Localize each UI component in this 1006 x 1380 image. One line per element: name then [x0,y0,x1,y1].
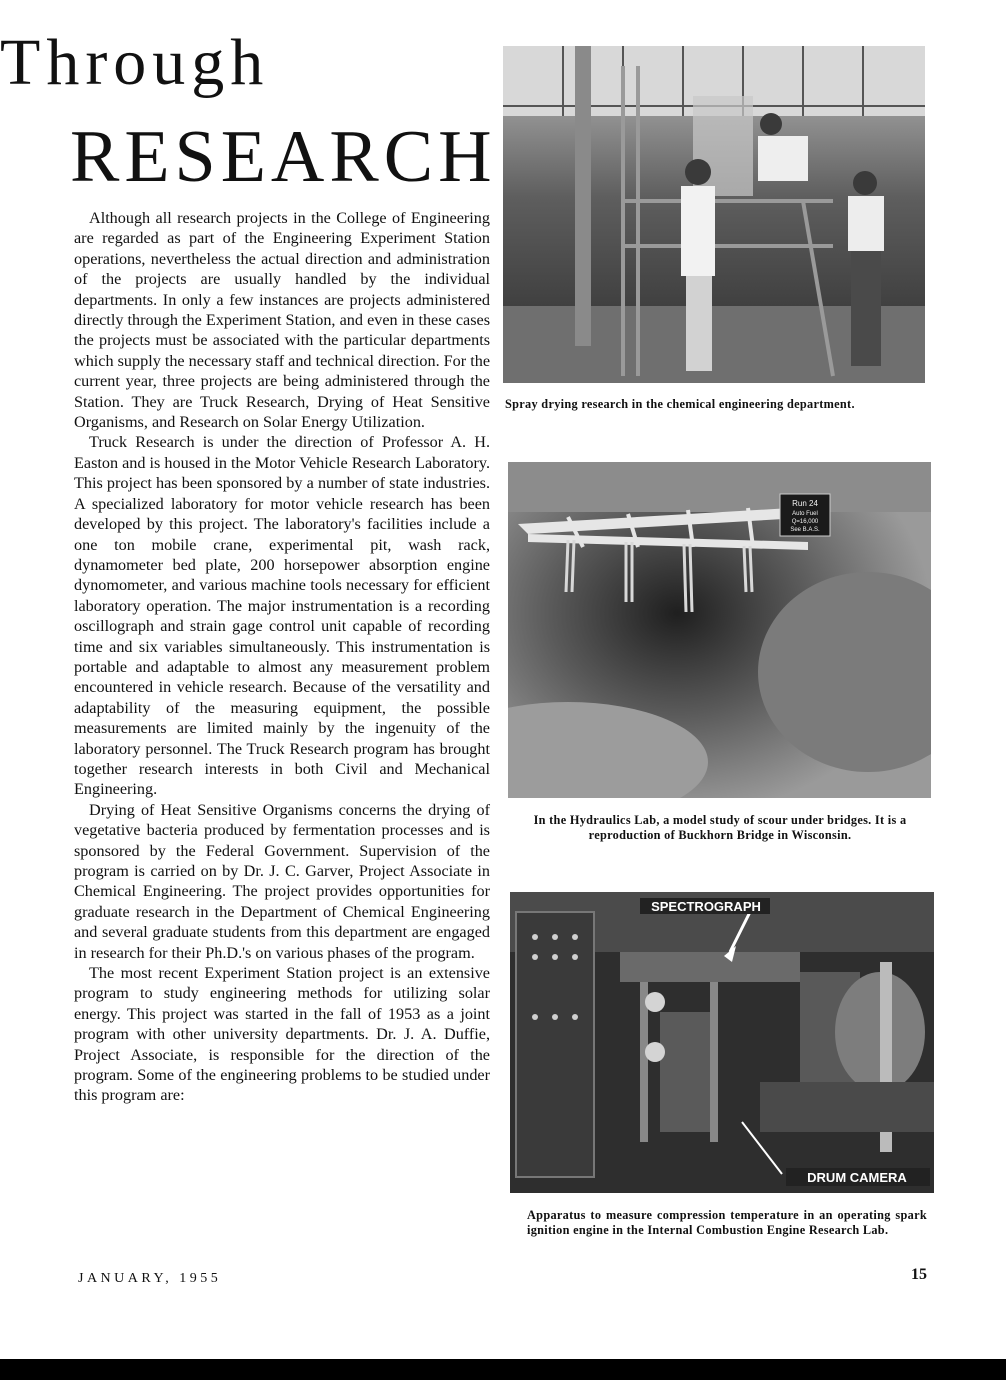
photo-combustion-engine [510,892,934,1193]
sign-line-2: Auto Fuel [792,511,818,517]
paragraph-heat-sensitive: Drying of Heat Sensitive Organisms concerns the drying of vegetative bacteria produced by fermentation processes and is sponsored by the Federal Government. Supervision of the program is carried on by Dr. J. C. Garver, Project Associate in Chemical Engineering. The project provides opportunities for graduate research in the Department of Chemical Engineering and several graduate students from this department are engaged in research for their Ph.D.'s on various phases of the program. [74,800,490,962]
paragraph-solar-energy: The most recent Experiment Station project is an extensive program to study engineering methods for utilizing solar energy. This project was started in the fall of 1953 as a joint program with other university departments. Dr. J. A. Duffie, Project Associate, is responsible for the direction of the program. Some of the engineering problems to be studied under this program are: [74,964,490,1105]
caption-combustion-engine: Apparatus to measure compression temperature in an operating spark ignition engine in the Internal Combustion Engine Research Lab. [527,1208,927,1237]
photo-spray-drying [503,46,925,383]
article-body [74,208,490,1106]
label-drum-camera: DRUM CAMERA [807,1170,907,1185]
headline-through: Through [0,26,270,99]
label-spectrograph: SPECTROGRAPH [651,899,761,914]
headline-research: RESEARCH [70,116,497,198]
footer-issue-date: JANUARY, 1955 [78,1271,222,1286]
sign-line-1: Run 24 [792,499,818,508]
caption-spray-drying: Spray drying research in the chemical engineering department. [505,397,855,411]
caption-hydraulics-model [505,813,935,843]
sign-line-4: See B.A.S. [790,527,820,533]
bottom-border-bar [0,1359,1006,1380]
footer-page-number: 15 [911,1266,927,1283]
sign-line-3: Q=16,000 [791,519,819,525]
paragraph-truck-research: Truck Research is under the direction of Professor A. H. Easton and is housed in the Motor Vehicle Research Laboratory. This project has been sponsored by a number of state industries. A specialized laboratory for motor vehicle research has been developed by this project. The laboratory's facilities include a one ton mobile crane, experimental pit, wash rack, dynamometer bed plate, 200 horsepower absorption engine dynomometer, and various machine tools necessary for efficient laboratory operation. The major instrumentation is a recording oscillograph and strain gage control unit capable of recording time and six variables simultaneously. This instrumentation is portable and adaptable to almost any measurement problem encountered in vehicle research. Because of the versatility and adaptability of the measuring equipment, the possible measurements are limited mainly by the ingenuity of the laboratory personnel. The Truck Research program has brought together research interests in both Civil and Mechanical Engineering. [74,433,490,799]
photo-hydraulics-model [508,462,931,798]
paragraph-intro: Although all research projects in the College of Engineering are regarded as part of the Engineering Experiment Station operations, nevertheless the actual direction and administration of the projects are usually handled by the individual departments. In only a few instances are projects administered directly through the Experiment Station, and even in these cases the projects must be associated with the particular departments which supply the necessary staff and technical direction. For the current year, three projects are being administered through the Station. They are Truck Research, Drying of Heat Sensitive Organisms, and Research on Solar Energy Utilization. [74,209,490,432]
caption-hydraulics-text: In the Hydraulics Lab, a model study of scour under bridges. It is a reproduction of Buckhorn Bridge in Wisconsin. [533,813,907,842]
